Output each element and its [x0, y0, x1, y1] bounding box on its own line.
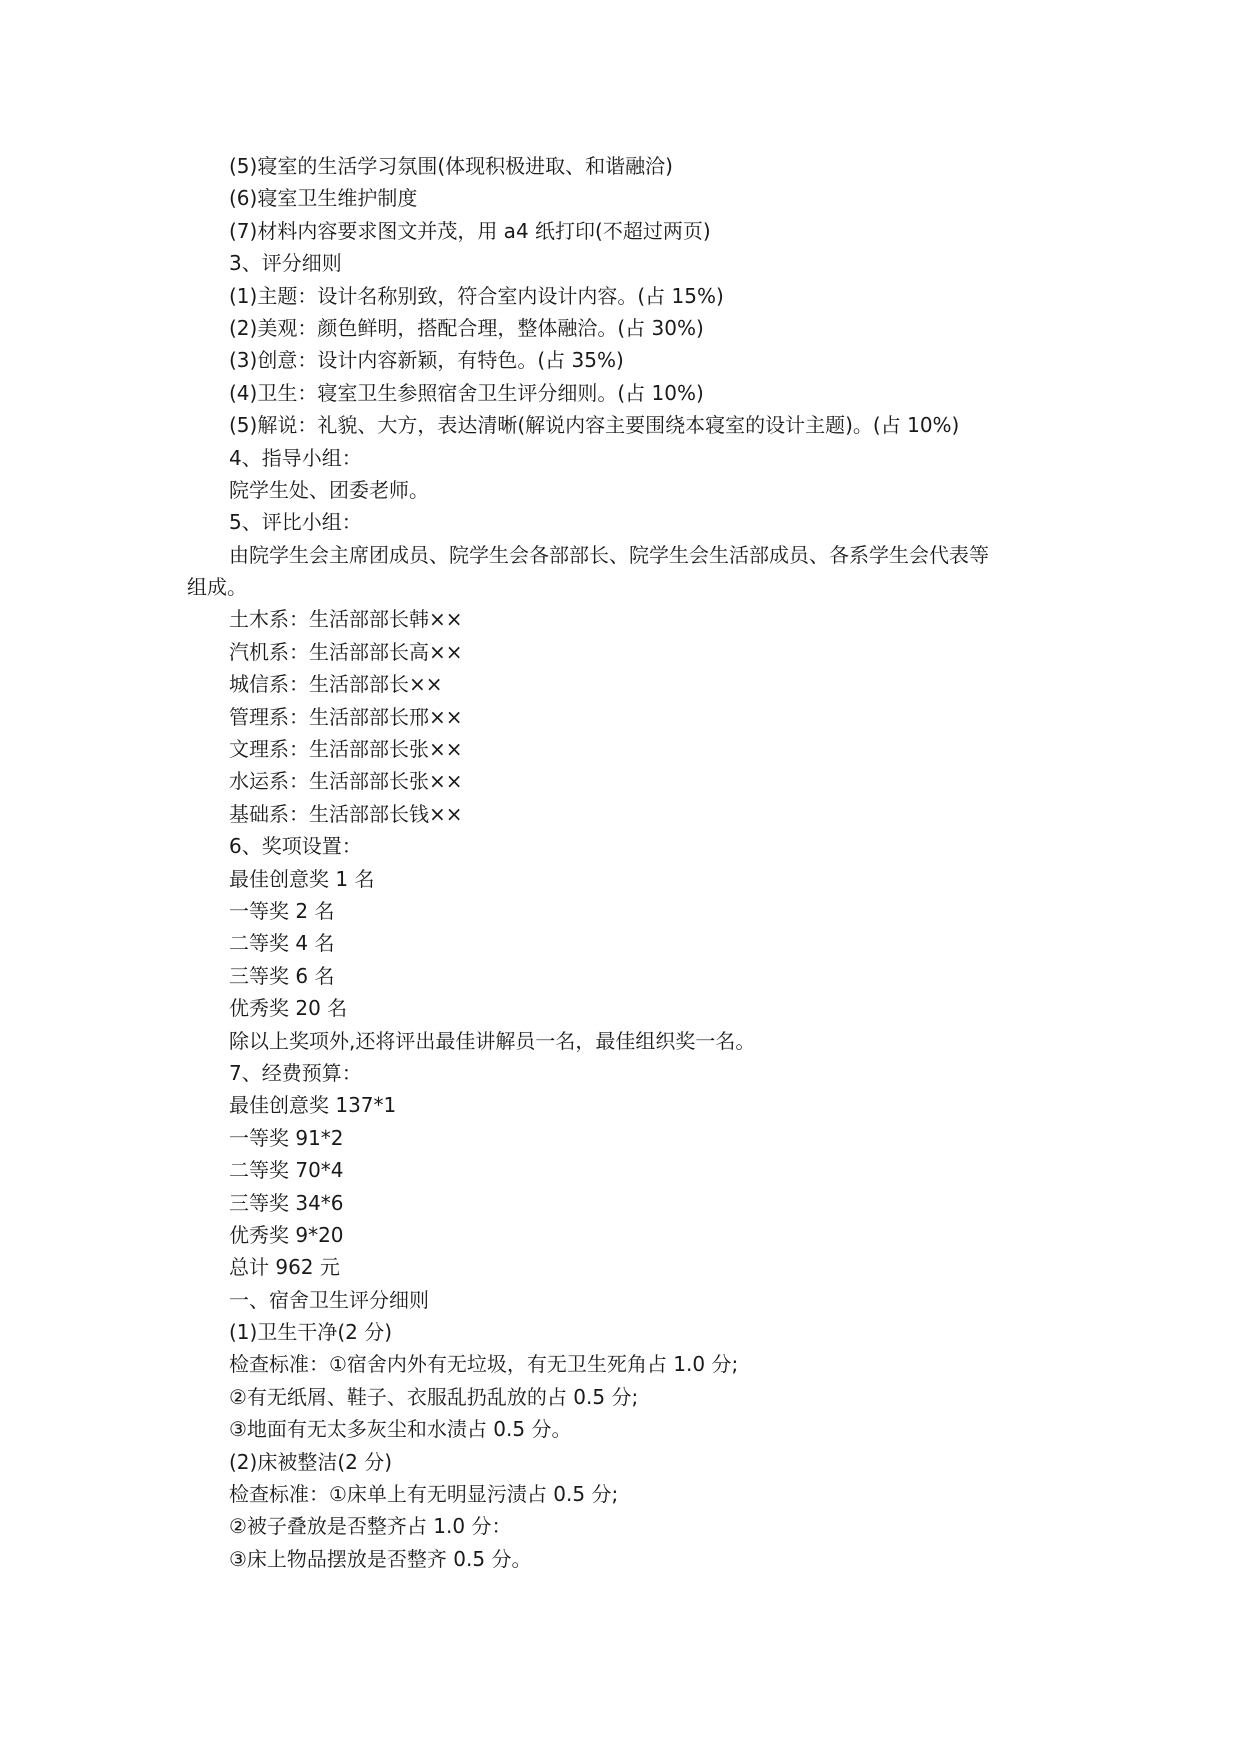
paragraph-continuation: 组成。	[187, 575, 247, 600]
text-line: 二等奖 70*4	[229, 1158, 344, 1183]
section-heading: 一、宿舍卫生评分细则	[229, 1287, 429, 1312]
text-line: 基础系：生活部部长钱××	[229, 801, 463, 826]
text-line: (5)解说：礼貌、大方，表达清晰(解说内容主要围绕本寝室的设计主题)。(占 10%)	[229, 413, 960, 438]
text-line: 土木系：生活部部长韩××	[229, 607, 463, 632]
text-line: ②被子叠放是否整齐占 1.0 分：	[229, 1514, 512, 1539]
text-line: (1)主题：设计名称别致，符合室内设计内容。(占 15%)	[229, 283, 724, 308]
text-line: 城信系：生活部部长××	[229, 672, 443, 697]
text-line: (5)寝室的生活学习氛围(体现积极进取、和谐融洽)	[229, 154, 673, 178]
text-line: (2)床被整洁(2 分)	[229, 1449, 393, 1474]
text-line: 文理系：生活部部长张××	[229, 737, 463, 762]
text-line: (1)卫生干净(2 分)	[229, 1320, 393, 1345]
text-line: 检查标准：①宿舍内外有无垃圾，有无卫生死角占 1.0 分;	[229, 1352, 739, 1377]
text-line: ③地面有无太多灰尘和水渍占 0.5 分。	[229, 1417, 572, 1442]
text-line: (4)卫生：寝室卫生参照宿舍卫生评分细则。(占 10%)	[229, 380, 704, 405]
document-body	[187, 150, 1067, 1575]
text-line: 除以上奖项外,还将评出最佳讲解员一名，最佳组织奖一名。	[229, 1028, 756, 1053]
text-line: (3)创意：设计内容新颖，有特色。(占 35%)	[229, 348, 624, 373]
text-line: 检查标准：①床单上有无明显污渍占 0.5 分;	[229, 1482, 619, 1507]
text-line: 二等奖 4 名	[229, 931, 335, 956]
text-line: ②有无纸屑、鞋子、衣服乱扔乱放的占 0.5 分;	[229, 1384, 639, 1409]
text-line: ③床上物品摆放是否整齐 0.5 分。	[229, 1546, 532, 1571]
section-heading: 5、评比小组：	[229, 510, 362, 535]
section-heading: 7、经费预算：	[229, 1060, 362, 1085]
text-line: 优秀奖 20 名	[229, 996, 348, 1021]
text-line: 院学生处、团委老师。	[229, 477, 429, 502]
text-line: 最佳创意奖 1 名	[229, 866, 375, 891]
text-line: 管理系：生活部部长邢××	[229, 704, 463, 729]
text-line: 总计 962 元	[229, 1255, 340, 1280]
text-line: 一等奖 2 名	[229, 898, 335, 923]
section-heading: 6、奖项设置：	[229, 834, 362, 859]
text-line: (2)美观：颜色鲜明，搭配合理，整体融洽。(占 30%)	[229, 315, 704, 340]
paragraph-line: 由院学生会主席团成员、院学生会各部部长、院学生会生活部成员、各系学生会代表等	[229, 542, 989, 567]
text-line: 水运系：生活部部长张××	[229, 769, 463, 794]
text-line: 一等奖 91*2	[229, 1125, 344, 1150]
text-line: 汽机系：生活部部长高××	[229, 639, 463, 664]
section-heading: 4、指导小组：	[229, 445, 362, 470]
text-line: (6)寝室卫生维护制度	[229, 186, 418, 211]
text-line: (7)材料内容要求图文并茂，用 a4 纸打印(不超过两页)	[229, 218, 711, 243]
text-line: 最佳创意奖 137*1	[229, 1093, 397, 1118]
text-line: 三等奖 6 名	[229, 963, 335, 988]
section-heading: 3、评分细则	[229, 251, 342, 276]
text-line: 三等奖 34*6	[229, 1190, 344, 1215]
text-line: 优秀奖 9*20	[229, 1222, 344, 1247]
